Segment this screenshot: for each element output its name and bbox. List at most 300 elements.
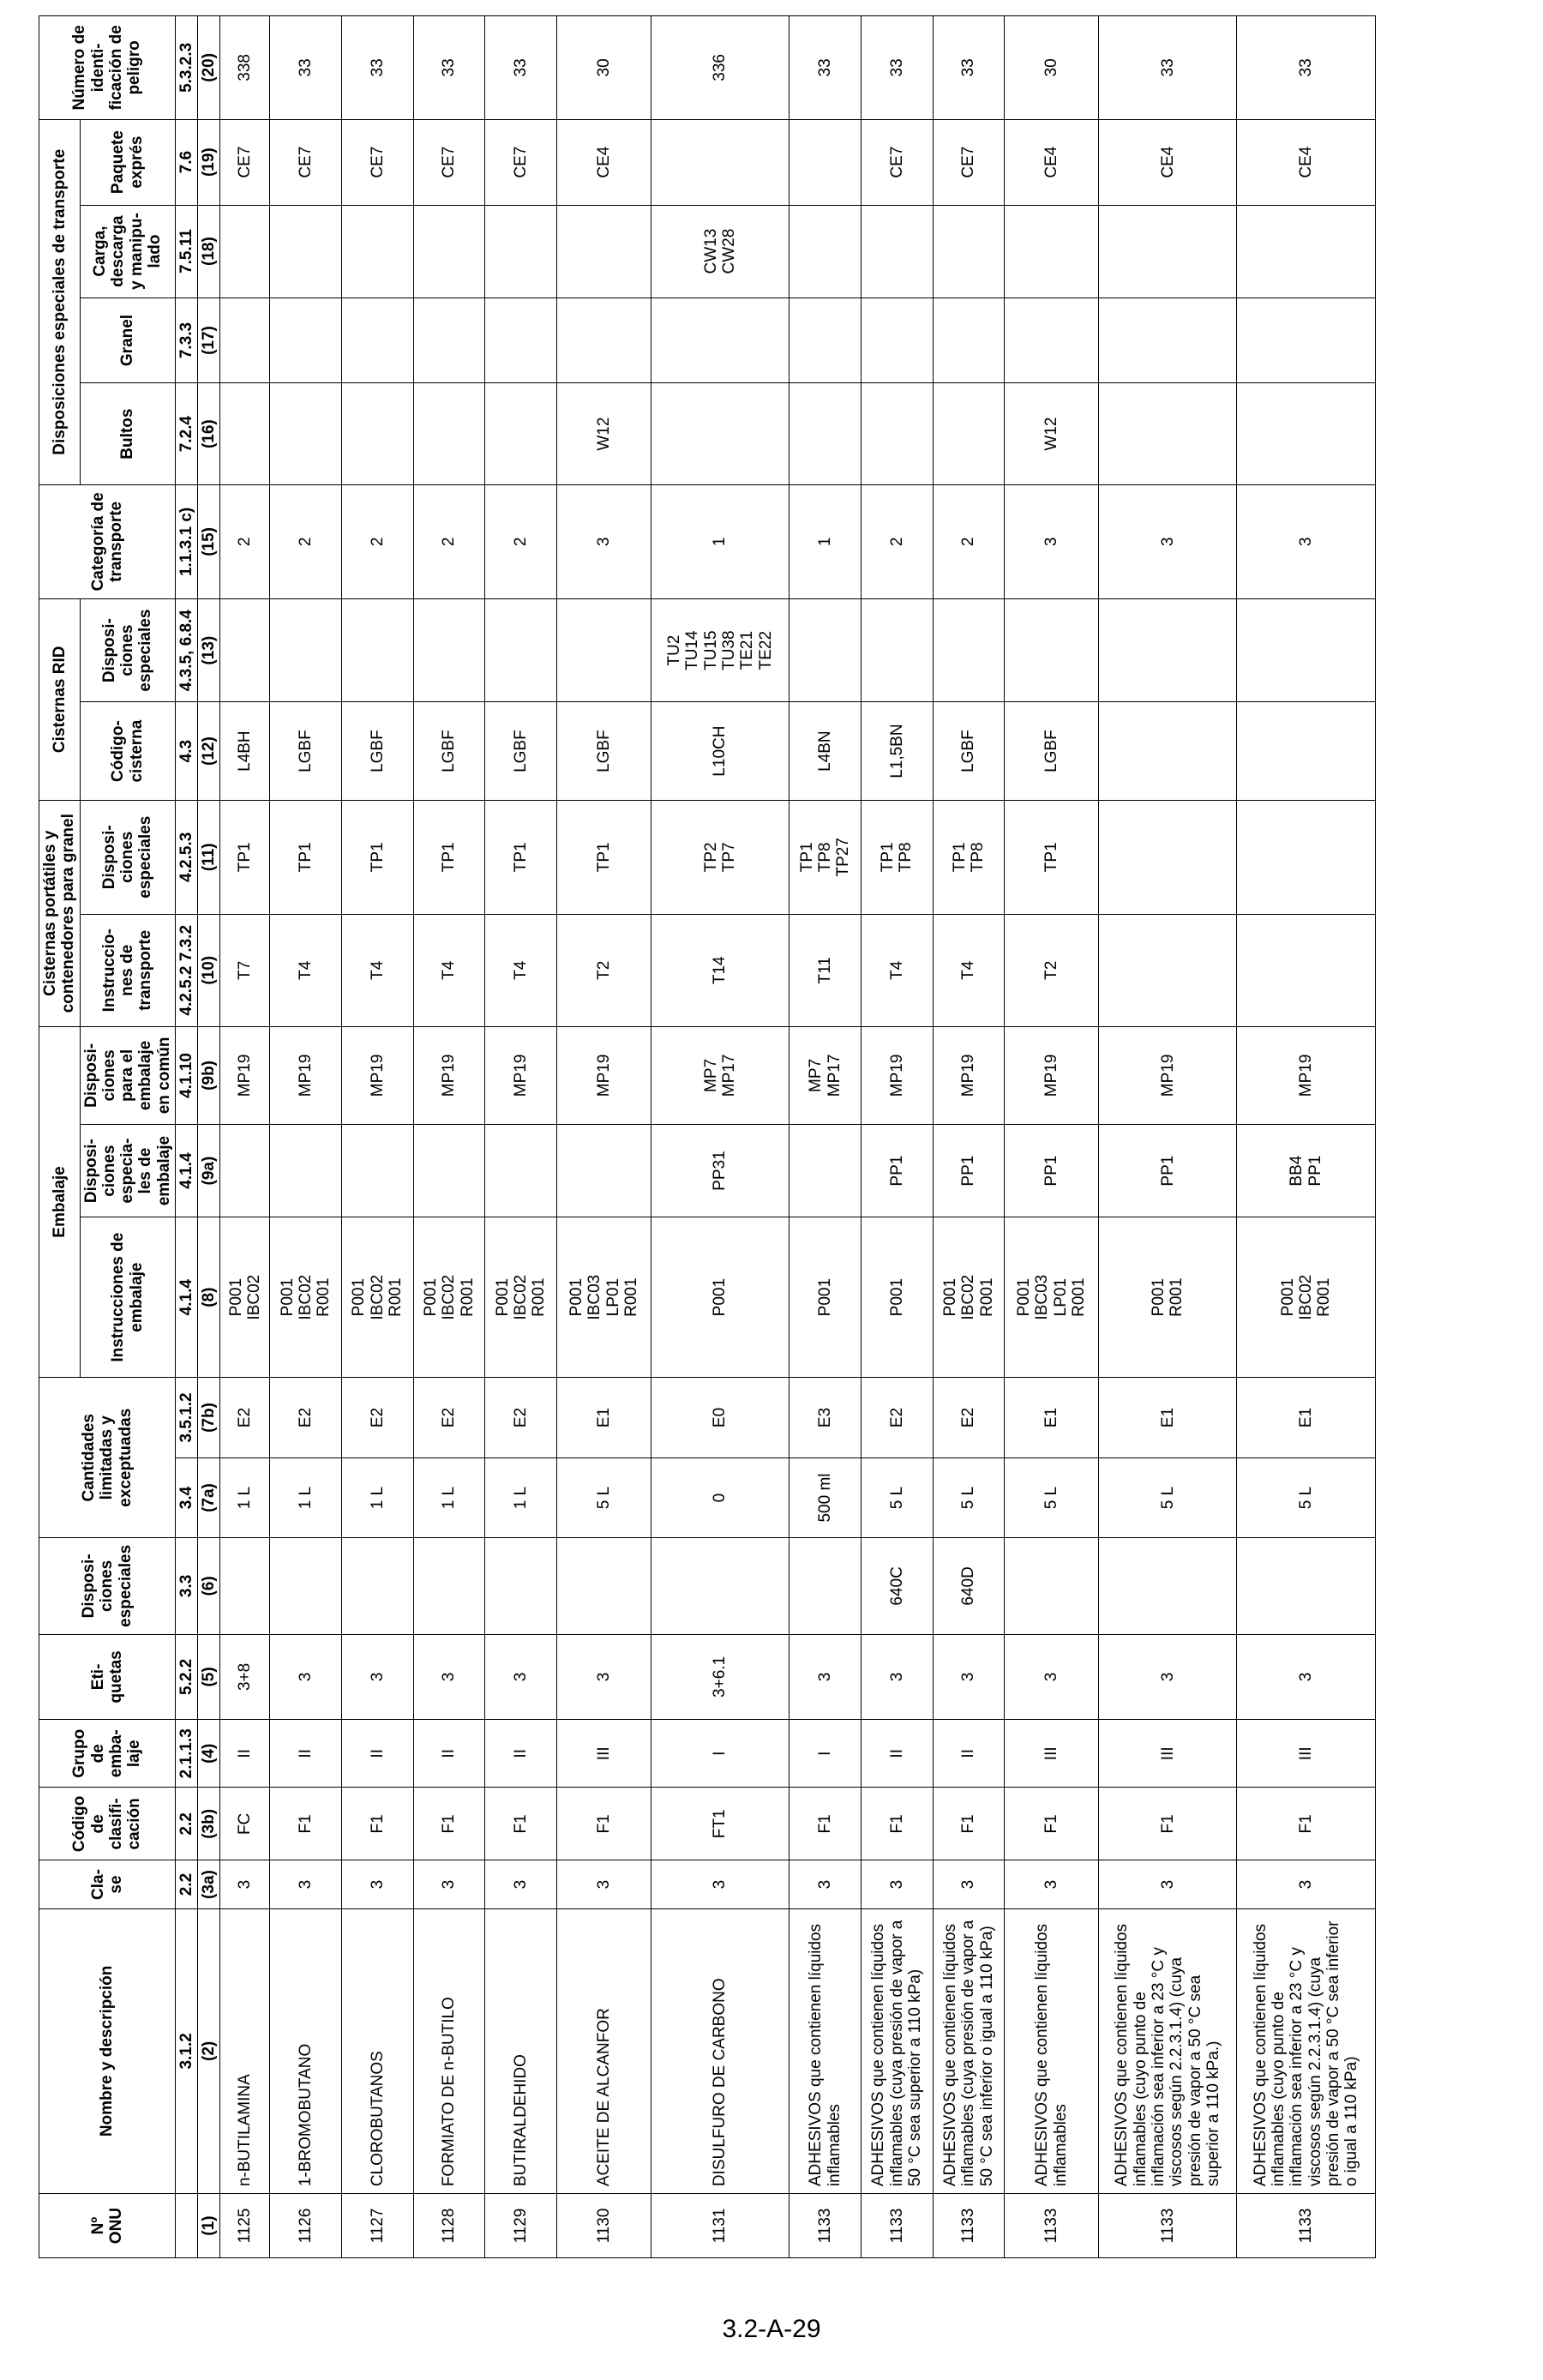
table-cell: P001 R001	[1099, 1217, 1237, 1378]
colnum-cell: (3b)	[198, 1788, 220, 1860]
table-cell: CW13 CW28	[651, 205, 789, 298]
table-cell: 3	[1237, 1634, 1376, 1720]
header-disp-transporte: Disposiciones especiales de transporte	[39, 119, 81, 484]
un-number-cell: 1133	[861, 2194, 933, 2258]
name-cell: FORMIATO DE n-BUTILO	[413, 1908, 485, 2194]
un-number-cell: 1133	[1005, 2194, 1099, 2258]
table-cell: F1	[1005, 1788, 1099, 1860]
table-cell	[790, 1125, 862, 1217]
table-cell: E1	[1237, 1378, 1376, 1458]
table-cell	[341, 205, 413, 298]
table-row	[861, 16, 933, 2258]
table-cell: 336	[651, 16, 789, 120]
header-row-colnums	[198, 16, 220, 2258]
table-cell: 3	[933, 1634, 1005, 1720]
table-cell	[413, 383, 485, 484]
table-cell: E2	[933, 1378, 1005, 1458]
table-cell: III	[1237, 1720, 1376, 1788]
header-row-groups	[39, 16, 81, 2258]
table-cell: 1 L	[413, 1457, 485, 1538]
table-cell: T4	[270, 914, 342, 1026]
table-cell: 5 L	[1005, 1457, 1099, 1538]
colnum-cell: (19)	[198, 119, 220, 205]
table-cell: MP7 MP17	[790, 1026, 862, 1124]
un-number-cell: 1128	[413, 2194, 485, 2258]
table-cell: 5 L	[933, 1457, 1005, 1538]
table-cell: T14	[651, 914, 789, 1026]
table-cell: 3	[933, 1860, 1005, 1908]
table-cell	[933, 298, 1005, 383]
table-cell: 33	[1237, 16, 1376, 120]
table-cell	[270, 298, 342, 383]
colnum-cell: (17)	[198, 298, 220, 383]
table-cell: MP19	[270, 1026, 342, 1124]
table-cell: CE7	[485, 119, 557, 205]
table-cell	[485, 383, 557, 484]
table-cell: LGBF	[485, 702, 557, 800]
table-cell	[270, 1125, 342, 1217]
header-embalaje: Embalaje	[39, 1026, 81, 1377]
header-categoria: Categoría de transporte	[39, 484, 176, 598]
table-cell	[1099, 383, 1237, 484]
table-cell: F1	[1237, 1788, 1376, 1860]
table-cell	[651, 383, 789, 484]
table-cell	[557, 598, 651, 702]
colnum-cell: (2)	[198, 1908, 220, 2194]
ref-cell: 2.1.1.3	[175, 1720, 197, 1788]
ref-cell: 7.6	[175, 119, 197, 205]
table-cell	[1237, 598, 1376, 702]
table-cell: MP19	[1237, 1026, 1376, 1124]
table-cell	[341, 598, 413, 702]
table-cell: 5 L	[557, 1457, 651, 1538]
table-cell: F1	[933, 1788, 1005, 1860]
table-cell: F1	[557, 1788, 651, 1860]
table-cell: 3	[413, 1860, 485, 1908]
table-cell	[413, 1538, 485, 1634]
table-cell	[933, 383, 1005, 484]
header-row-refs	[175, 16, 197, 2258]
colnum-cell: (10)	[198, 914, 220, 1026]
table-row	[933, 16, 1005, 2258]
un-number-cell: 1130	[557, 2194, 651, 2258]
ref-cell: 7.5.11	[175, 205, 197, 298]
name-cell: ADHESIVOS que contienen líquidos inflamables (cuya presión de vapor a 50 °C sea superior a 110 kPa)	[861, 1908, 933, 2194]
table-cell: 33	[270, 16, 342, 120]
table-cell	[413, 598, 485, 702]
table-cell: LGBF	[557, 702, 651, 800]
colnum-cell: (12)	[198, 702, 220, 800]
table-cell: T7	[220, 914, 270, 1026]
table-cell: 5 L	[1099, 1457, 1237, 1538]
table-cell: TP1	[341, 800, 413, 914]
un-number-cell: 1129	[485, 2194, 557, 2258]
table-cell	[790, 598, 862, 702]
table-cell: MP19	[485, 1026, 557, 1124]
table-cell: III	[557, 1720, 651, 1788]
table-cell: 3	[1099, 1860, 1237, 1908]
table-cell: 3	[1005, 1860, 1099, 1908]
table-cell	[220, 598, 270, 702]
table-cell: W12	[557, 383, 651, 484]
colnum-cell: (16)	[198, 383, 220, 484]
table-cell	[1005, 1538, 1099, 1634]
table-cell: F1	[341, 1788, 413, 1860]
colnum-cell: (18)	[198, 205, 220, 298]
header-clase: Cla- se	[39, 1860, 176, 1908]
table-cell	[557, 1538, 651, 1634]
table-cell: 33	[933, 16, 1005, 120]
table-cell: 3	[1099, 484, 1237, 598]
table-cell	[270, 598, 342, 702]
table-row	[790, 16, 862, 2258]
table-cell: 3	[557, 484, 651, 598]
table-cell: TP1	[557, 800, 651, 914]
table-cell: MP19	[557, 1026, 651, 1124]
colnum-cell: (7b)	[198, 1378, 220, 1458]
table-cell	[790, 383, 862, 484]
table-cell	[220, 383, 270, 484]
table-cell: 0	[651, 1457, 789, 1538]
table-cell: 3	[1237, 1860, 1376, 1908]
table-cell: 1 L	[341, 1457, 413, 1538]
table-cell: BB4 PP1	[1237, 1125, 1376, 1217]
table-cell: 3	[1005, 484, 1099, 598]
table-cell	[270, 205, 342, 298]
table-cell: II	[413, 1720, 485, 1788]
table-cell: TU2 TU14 TU15 TU38 TE21 TE22	[651, 598, 789, 702]
un-number-cell: 1133	[1237, 2194, 1376, 2258]
table-cell	[790, 205, 862, 298]
table-cell: II	[220, 1720, 270, 1788]
table-cell: 3	[220, 1860, 270, 1908]
table-cell: E2	[270, 1378, 342, 1458]
ref-cell	[175, 2194, 197, 2258]
table-cell: 2	[270, 484, 342, 598]
table-cell: 1 L	[270, 1457, 342, 1538]
table-cell: F1	[270, 1788, 342, 1860]
ref-cell: 5.3.2.3	[175, 16, 197, 120]
header-disp-esp-portatiles: Disposi- ciones especiales	[80, 800, 175, 914]
colnum-cell: (4)	[198, 1720, 220, 1788]
table-cell: 3	[790, 1860, 862, 1908]
table-cell: 1	[651, 484, 789, 598]
table-cell: E2	[861, 1378, 933, 1458]
header-codigo-cisterna: Código- cisterna	[80, 702, 175, 800]
header-bultos: Bultos	[80, 383, 175, 484]
name-cell: ADHESIVOS que contienen líquidos inflamables	[790, 1908, 862, 2194]
ref-cell: 3.4	[175, 1457, 197, 1538]
table-cell: E2	[485, 1378, 557, 1458]
page-number: 3.2-A-29	[722, 2315, 821, 2343]
table-cell: 640C	[861, 1538, 933, 1634]
name-cell: BUTIRALDEHIDO	[485, 1908, 557, 2194]
table-cell: LGBF	[933, 702, 1005, 800]
ref-cell: 4.3	[175, 702, 197, 800]
table-cell: CE4	[1005, 119, 1099, 205]
dangerous-goods-table	[39, 15, 1376, 2258]
table-cell	[790, 1538, 862, 1634]
table-cell: TP1	[485, 800, 557, 914]
table-cell: 3	[413, 1634, 485, 1720]
colnum-cell: (11)	[198, 800, 220, 914]
name-cell: 1-BROMOBUTANO	[270, 1908, 342, 2194]
table-cell	[485, 598, 557, 702]
table-cell	[413, 1125, 485, 1217]
table-cell	[341, 383, 413, 484]
table-cell: 3+8	[220, 1634, 270, 1720]
table-cell: P001 IBC02	[220, 1217, 270, 1378]
table-cell: MP19	[933, 1026, 1005, 1124]
table-cell: 30	[557, 16, 651, 120]
table-cell: MP19	[1099, 1026, 1237, 1124]
table-cell: TP1 TP8 TP27	[790, 800, 862, 914]
table-cell: CE4	[1099, 119, 1237, 205]
ref-cell: 2.2	[175, 1860, 197, 1908]
table-cell	[1237, 383, 1376, 484]
un-number-cell: 1133	[790, 2194, 862, 2258]
table-cell: 3	[341, 1860, 413, 1908]
table-cell: P001 IBC02 R001	[341, 1217, 413, 1378]
table-cell: F1	[485, 1788, 557, 1860]
table-cell: E1	[557, 1378, 651, 1458]
header-disp-embalaje-comun: Disposi- ciones para el embalaje en común	[80, 1026, 175, 1124]
colnum-cell: (8)	[198, 1217, 220, 1378]
table-cell	[790, 119, 862, 205]
un-number-cell: 1126	[270, 2194, 342, 2258]
table-cell: E1	[1005, 1378, 1099, 1458]
table-cell	[1099, 800, 1237, 914]
table-cell: TP1	[270, 800, 342, 914]
un-number-cell: 1133	[933, 2194, 1005, 2258]
table-cell: L4BN	[790, 702, 862, 800]
table-cell	[1237, 1538, 1376, 1634]
table-cell: L1,5BN	[861, 702, 933, 800]
colnum-cell: (5)	[198, 1634, 220, 1720]
ref-cell: 4.2.5.2 7.3.2	[175, 914, 197, 1026]
table-cell	[485, 298, 557, 383]
table-cell: 3	[270, 1634, 342, 1720]
header-carga: Carga, descarga y manipu- lado	[80, 205, 175, 298]
table-cell: T4	[861, 914, 933, 1026]
table-row	[413, 16, 485, 2258]
table-row	[557, 16, 651, 2258]
table-cell: I	[790, 1720, 862, 1788]
table-cell: 2	[861, 484, 933, 598]
table-row	[1099, 16, 1237, 2258]
colnum-cell: (7a)	[198, 1457, 220, 1538]
header-disp-esp-rid: Disposi- ciones especiales	[80, 598, 175, 702]
table-cell	[1099, 914, 1237, 1026]
table-cell	[413, 298, 485, 383]
table-cell	[220, 1538, 270, 1634]
table-cell: PP31	[651, 1125, 789, 1217]
table-cell	[790, 298, 862, 383]
table-cell: F1	[1099, 1788, 1237, 1860]
table-cell: CE7	[933, 119, 1005, 205]
table-cell	[1237, 800, 1376, 914]
table-cell	[861, 205, 933, 298]
table-cell: F1	[413, 1788, 485, 1860]
colnum-cell: (9b)	[198, 1026, 220, 1124]
table-cell: 338	[220, 16, 270, 120]
table-cell: II	[933, 1720, 1005, 1788]
table-cell	[220, 1125, 270, 1217]
table-cell: L10CH	[651, 702, 789, 800]
table-cell	[651, 119, 789, 205]
table-cell: P001 IBC02 R001	[485, 1217, 557, 1378]
table-cell	[1237, 914, 1376, 1026]
table-cell: T4	[485, 914, 557, 1026]
table-cell: MP19	[220, 1026, 270, 1124]
table-cell: I	[651, 1720, 789, 1788]
table-cell: II	[341, 1720, 413, 1788]
table-cell: T4	[341, 914, 413, 1026]
table-cell: 3	[1237, 484, 1376, 598]
table-cell: E2	[220, 1378, 270, 1458]
table-cell	[861, 298, 933, 383]
name-cell: ADHESIVOS que contienen líquidos inflamables (cuyo punto de inflamación sea inferior a 23 °C y viscosos según 2.2.3.1.4) (cuya presión de vapor a 50 °C sea superior a 110 kPa.)	[1099, 1908, 1237, 2194]
un-number-cell: 1131	[651, 2194, 789, 2258]
header-disp-esp: Disposi- ciones especiales	[39, 1538, 176, 1634]
table-cell	[220, 298, 270, 383]
colnum-cell: (6)	[198, 1538, 220, 1634]
table-cell: T11	[790, 914, 862, 1026]
header-codigo: Código de clasifi- cación	[39, 1788, 176, 1860]
table-cell: PP1	[1005, 1125, 1099, 1217]
table-cell: 3	[861, 1860, 933, 1908]
table-cell: 33	[790, 16, 862, 120]
colnum-cell: (9a)	[198, 1125, 220, 1217]
table-cell	[1099, 298, 1237, 383]
table-cell: 3	[270, 1860, 342, 1908]
table-cell: 1	[790, 484, 862, 598]
header-name: Nombre y descripción	[39, 1908, 176, 2194]
table-cell: 5 L	[1237, 1457, 1376, 1538]
table-cell: 30	[1005, 16, 1099, 120]
ref-cell: 3.3	[175, 1538, 197, 1634]
table-cell: CE7	[341, 119, 413, 205]
table-cell	[557, 298, 651, 383]
table-cell: MP19	[1005, 1026, 1099, 1124]
table-row	[651, 16, 789, 2258]
colnum-cell: (20)	[198, 16, 220, 120]
table-cell: E3	[790, 1378, 862, 1458]
un-number-cell: 1125	[220, 2194, 270, 2258]
table-cell	[1099, 1538, 1237, 1634]
table-cell: P001	[790, 1217, 862, 1378]
table-cell	[341, 1125, 413, 1217]
table-cell: 33	[413, 16, 485, 120]
table-cell: CE4	[557, 119, 651, 205]
header-un-no: Nº ONU	[39, 2194, 176, 2258]
table-cell: PP1	[1099, 1125, 1237, 1217]
table-cell	[933, 598, 1005, 702]
name-cell: ADHESIVOS que contienen líquidos inflamables (cuya presión de vapor a 50 °C sea inferior o igual a 110 kPa)	[933, 1908, 1005, 2194]
table-cell: LGBF	[413, 702, 485, 800]
table-cell: MP19	[861, 1026, 933, 1124]
table-cell: E0	[651, 1378, 789, 1458]
table-cell: TP1 TP8	[933, 800, 1005, 914]
header-paquete: Paquete exprés	[80, 119, 175, 205]
ref-cell: 4.1.4	[175, 1125, 197, 1217]
table-cell: W12	[1005, 383, 1099, 484]
table-cell: 500 ml	[790, 1457, 862, 1538]
table-cell: 2	[933, 484, 1005, 598]
table-cell: 3	[557, 1860, 651, 1908]
table-cell: P001 IBC03 LP01 R001	[557, 1217, 651, 1378]
table-row	[220, 16, 270, 2258]
table-cell: TP1	[413, 800, 485, 914]
header-numero-id: Número de identi- ficación de peligro	[39, 16, 176, 120]
name-cell: DISULFURO DE CARBONO	[651, 1908, 789, 2194]
table-cell: E2	[341, 1378, 413, 1458]
table-cell	[651, 298, 789, 383]
table-cell	[413, 205, 485, 298]
table-cell: CE7	[220, 119, 270, 205]
table-row	[1005, 16, 1099, 2258]
table-cell: T4	[933, 914, 1005, 1026]
table-cell: LGBF	[270, 702, 342, 800]
table-cell: 33	[1099, 16, 1237, 120]
table-cell	[1237, 702, 1376, 800]
table-body	[220, 16, 1376, 2258]
table-cell	[861, 383, 933, 484]
table-cell: TP2 TP7	[651, 800, 789, 914]
name-cell: CLOROBUTANOS	[341, 1908, 413, 2194]
table-cell: P001 IBC02 R001	[1237, 1217, 1376, 1378]
table-cell: MP7 MP17	[651, 1026, 789, 1124]
table-cell: P001 IBC03 LP01 R001	[1005, 1217, 1099, 1378]
header-granel: Granel	[80, 298, 175, 383]
table-cell	[1005, 298, 1099, 383]
table-cell: F1	[790, 1788, 862, 1860]
table-cell	[1237, 298, 1376, 383]
name-cell: ADHESIVOS que contienen líquidos inflamables (cuyo punto de inflamación sea inferior a 23 °C y viscosos según 2.2.3.1.4) (cuya presión de vapor a 50 °C sea inferior o igual a 110 kPa)	[1237, 1908, 1376, 2194]
table-cell: CE7	[861, 119, 933, 205]
table-cell: CE7	[270, 119, 342, 205]
table-row	[270, 16, 342, 2258]
table-cell: 2	[220, 484, 270, 598]
table-cell: 33	[861, 16, 933, 120]
table-cell: MP19	[413, 1026, 485, 1124]
table-cell: 3	[790, 1634, 862, 1720]
table-cell: III	[1099, 1720, 1237, 1788]
table-cell	[341, 298, 413, 383]
table-cell	[1237, 205, 1376, 298]
colnum-cell: (13)	[198, 598, 220, 702]
table-cell: P001 IBC02 R001	[413, 1217, 485, 1378]
ref-cell: 3.5.1.2	[175, 1378, 197, 1458]
table-cell: II	[485, 1720, 557, 1788]
table-cell: 1 L	[220, 1457, 270, 1538]
table-cell: E2	[413, 1378, 485, 1458]
header-cisternas-portatiles: Cisternas portátiles y contenedores para granel	[39, 800, 81, 1026]
table-cell	[557, 1125, 651, 1217]
table-cell: L4BH	[220, 702, 270, 800]
table-cell	[485, 1125, 557, 1217]
un-number-cell: 1127	[341, 2194, 413, 2258]
ref-cell: 7.3.3	[175, 298, 197, 383]
table-cell: CE4	[1237, 119, 1376, 205]
document-sheet	[39, 15, 1376, 2258]
table-cell: CE7	[413, 119, 485, 205]
table-cell: 3	[1099, 1634, 1237, 1720]
table-cell	[1005, 598, 1099, 702]
table-cell: P001 IBC02 R001	[933, 1217, 1005, 1378]
table-cell: 2	[485, 484, 557, 598]
table-cell: 33	[485, 16, 557, 120]
